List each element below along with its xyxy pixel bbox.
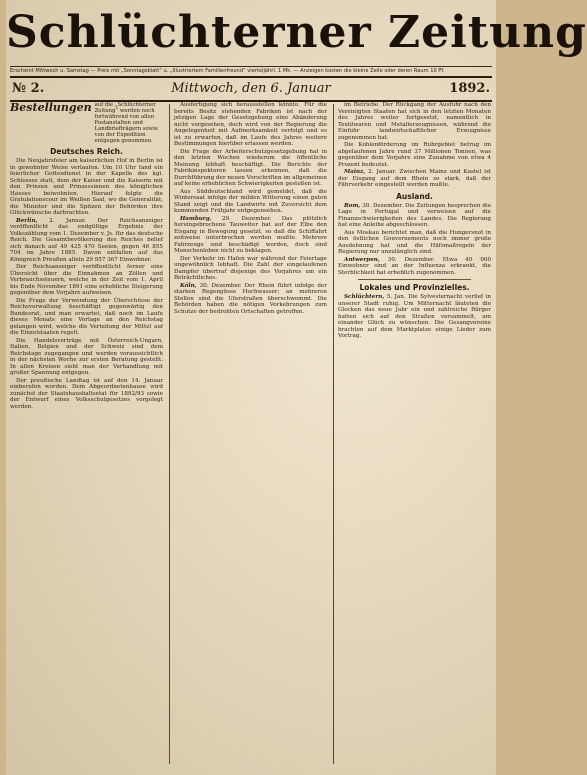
article-text: 30. Dezember. Der Rhein führt infolge der starken Regengüsse Hochwasser; an mehreren Stellen sind die Uferstraßen überschwemmt. Die Behörden haben die nötigen Vorkehrungen zum Schutze der bedrohten Ortschaften getroffen. bbox=[174, 282, 327, 315]
newspaper-page bbox=[6, 0, 587, 775]
column-3 bbox=[338, 102, 491, 770]
section-heading-reich: Deutsches Reich. bbox=[50, 147, 123, 156]
article-paragraph: im Betriebe. Der Rückgang der Ausfuhr nach den Vereinigten Staaten hat sich in den letzten Monaten des Jahres weiter fortgesetzt, namentlich in Textilwaren und Metallerzeugnissen, während die Einfuhr landwirtschaftlicher Erzeugnisse zugenommen hat. bbox=[338, 102, 491, 141]
article-paragraph: Der preußische Landtag ist auf den 14. Januar einberufen worden. Dem Abgeordnetenhause wird zunächst der Staatshaushaltsetat für 1892/93 sowie der Entwurf eines Volksschulgesetzes vorgelegt werden. bbox=[10, 377, 163, 410]
article-paragraph bbox=[338, 203, 491, 229]
article-paragraph: Die Kohlenförderung im Ruhrgebiet betrug im abgelaufenen Jahre rund 37 Millionen Tonnen, was gegenüber dem Vorjahre eine Zunahme von etwa 4 Prozent bedeutet. bbox=[338, 142, 491, 168]
dateline-place: Rom, bbox=[344, 202, 361, 209]
order-text: auf die „Schlüchterner Zeitung“ werden noch fortwährend von allen Postanstalten und Landbriefträgern sowie von der Expedition entgegen genommen. bbox=[94, 102, 159, 144]
section-heading-lokal: Lokales und Provinzielles. bbox=[359, 283, 470, 292]
article-paragraph: Die Handelsverträge mit Österreich-Ungarn, Italien, Belgien und der Schweiz sind dem Reichstage zugegangen und werden voraussichtlich in der nächsten Woche zur ersten Beratung gestellt. In allen Kreisen sieht man der Verhandlung mit großer Spannung entgegen. bbox=[10, 337, 163, 376]
column-1 bbox=[10, 102, 163, 770]
article-paragraph: Der Verkehr im Hafen war während der Feiertage ungewöhnlich lebhaft. Die Zahl der eingelaufenen Dampfer übertraf diejenige des Vorjahres um ein Beträchtliches. bbox=[174, 255, 327, 281]
column-2 bbox=[174, 102, 327, 770]
article-text: 29. Dezember. Das plötzlich hereingebrochene Tauwetter hat auf der Elbe den Eisgang in Bewegung gesetzt, so daß die Schiffahrt zeitweise unterbrochen werden mußte. Mehrere Fahrzeuge sind beschädigt worden, doch sind Menschenleben nicht zu beklagen. bbox=[174, 215, 327, 254]
column-rule bbox=[333, 104, 334, 764]
article-paragraph: Die Frage der Verwendung der Überschüsse der Reichsverwaltung beschäftigt gegenwärtig den Bundesrat, und man erwartet, daß noch im Laufe dieses Monats eine Vorlage an den Reichstag gelangen wird, welche die Verteilung der Mittel auf die Einzelstaaten regelt. bbox=[10, 297, 163, 336]
article-paragraph: Der Reichsanzeiger veröffentlicht ferner eine Übersicht über die Einnahmen an Zöllen und Verbrauchssteuern, welche in der Zeit vom 1. April bis Ende November 1891 eine erhebliche Steigerung gegenüber dem Vorjahre aufweisen. bbox=[10, 264, 163, 296]
article-paragraph: Aus Süddeutschland wird gemeldet, daß die Wintersaat infolge der milden Witterung einen guten Stand zeigt und die Landwirte mit Zuversicht dem kommenden Frühjahr entgegensehen. bbox=[174, 188, 327, 214]
article-text: 5. Jan. Die Sylvesternacht verlief in unserer Stadt ruhig. Um Mitternacht läuteten die Glocken das neue Jahr ein und zahlreiche Bürger hatten sich auf den Straßen versammelt, um einander Glück zu wünschen. Die Gesangvereine brachten auf dem Marktplatze einige Lieder zum Vortrag. bbox=[338, 294, 491, 339]
issue-date: Mittwoch, den 6. Januar bbox=[171, 81, 331, 96]
article-paragraph bbox=[338, 257, 491, 277]
dateline-place: Schlüchtern, bbox=[344, 294, 385, 300]
dateline-place: Antwerpen, bbox=[344, 256, 380, 263]
article-text: 2. Januar. Zwischen Mainz und Kastel ist der Eisgang auf dem Rhein so stark, daß der Fährverkehr eingestellt werden mußte. bbox=[338, 169, 491, 188]
article-paragraph: Aus Moskau berichtet man, daß die Hungersnot in den östlichen Gouvernements noch immer große Ausdehnung hat und die Hilfsmaßregeln der Regierung nur unzulänglich sind. bbox=[338, 229, 491, 255]
order-heading: Bestellungen bbox=[10, 101, 92, 114]
article-paragraph bbox=[338, 169, 491, 189]
issue-number: № 2. bbox=[12, 81, 45, 96]
article-paragraph: Ausfertigung sich herausstellen könnte. Für die bereits Besitz stehenden Fabriken ist nach der jetzigen Lage der Gesetzgebung eine Abänderung nicht vorgesehen, doch wird von der Regierung die Angelegenheit mit Aufmerksamkeit verfolgt und es ist zu erwarten, daß im Laufe des Jahres weitere Bestimmungen hierüber erlassen werden. bbox=[174, 102, 327, 147]
article-text: 30. Dezember. Etwa 40 000 Einwohner sind an der Influenza erkrankt, die Sterblichkeit hat erheblich zugenommen. bbox=[338, 256, 492, 276]
dateline-place: Mainz, bbox=[344, 169, 366, 175]
dateline-place: Berlin, bbox=[16, 217, 38, 224]
section-divider bbox=[358, 279, 471, 280]
article-paragraph bbox=[338, 294, 491, 340]
order-notice bbox=[10, 102, 163, 144]
issue-year: 1892. bbox=[449, 81, 490, 96]
article-paragraph: Die Frage der Arbeiterschutzgesetzgebung hat in den letzten Wochen wiederum die öffentliche Meinung lebhaft beschäftigt. Die Berichte der Fabrikinspektoren lassen erkennen, daß die Durchführung der neuen Vorschriften im allgemeinen auf keine erheblichen Schwierigkeiten gestoßen ist. bbox=[174, 148, 327, 187]
dateline-place: Hamburg, bbox=[180, 215, 212, 222]
article-paragraph bbox=[174, 283, 327, 316]
section-heading-ausland: Ausland. bbox=[396, 191, 433, 201]
article-paragraph bbox=[174, 216, 327, 255]
subscription-line: Erscheint Mittwoch u. Samstag — Preis mit „Sonntagsblatt“ u. „Illustriertem Familienfreund“ vierteljährl. 1 Mk. — Anzeigen kosten die kleine Zeile oder deren Raum 10 Pf. bbox=[10, 66, 492, 75]
article-text: 2. Januar. Der Reichsanzeiger veröffentlicht das endgültige Ergebnis der Volkszählung vom 1. Dezember v. Js. für das deutsche Reich. Die Gesamtbevölkerung des Reiches belief sich danach auf 49 425 470 Seelen, gegen 46 855 704 im Jahre 1885. Davon entfallen auf das Königreich Preußen allein 29 957 367 Einwohner. bbox=[10, 217, 164, 263]
article-paragraph bbox=[10, 218, 163, 264]
article-text: 30. Dezember. Die Zeitungen besprechen die Lage in Portugal und verweisen auf die Finanzschwierigkeiten des Landes. Die Regierung hat eine Anleihe abgeschlossen. bbox=[338, 202, 491, 228]
article-columns bbox=[10, 102, 492, 772]
column-rule bbox=[169, 104, 170, 764]
masthead-title: Schlüchterner Zeitung bbox=[6, 7, 587, 58]
dateline bbox=[10, 76, 492, 102]
dateline-place: Köln, bbox=[180, 282, 197, 289]
article-paragraph: Die Neujahrsfeier am kaiserlichen Hof in Berlin ist in gewohnter Weise verlaufen. Um 10 Uhr fand ein feierlicher Gottesdienst in der Kapelle des kgl. Schlosses statt, dem der Kaiser und die Kaiserin mit den Prinzen und Prinzessinnen des königlichen Hauses beiwohnten. Hierauf folgte die Gratulationscour im Weißen Saal, wo die Generalität, die Minister und die Spitzen der Behörden ihre Glückwünsche darbrachten. bbox=[10, 158, 163, 216]
